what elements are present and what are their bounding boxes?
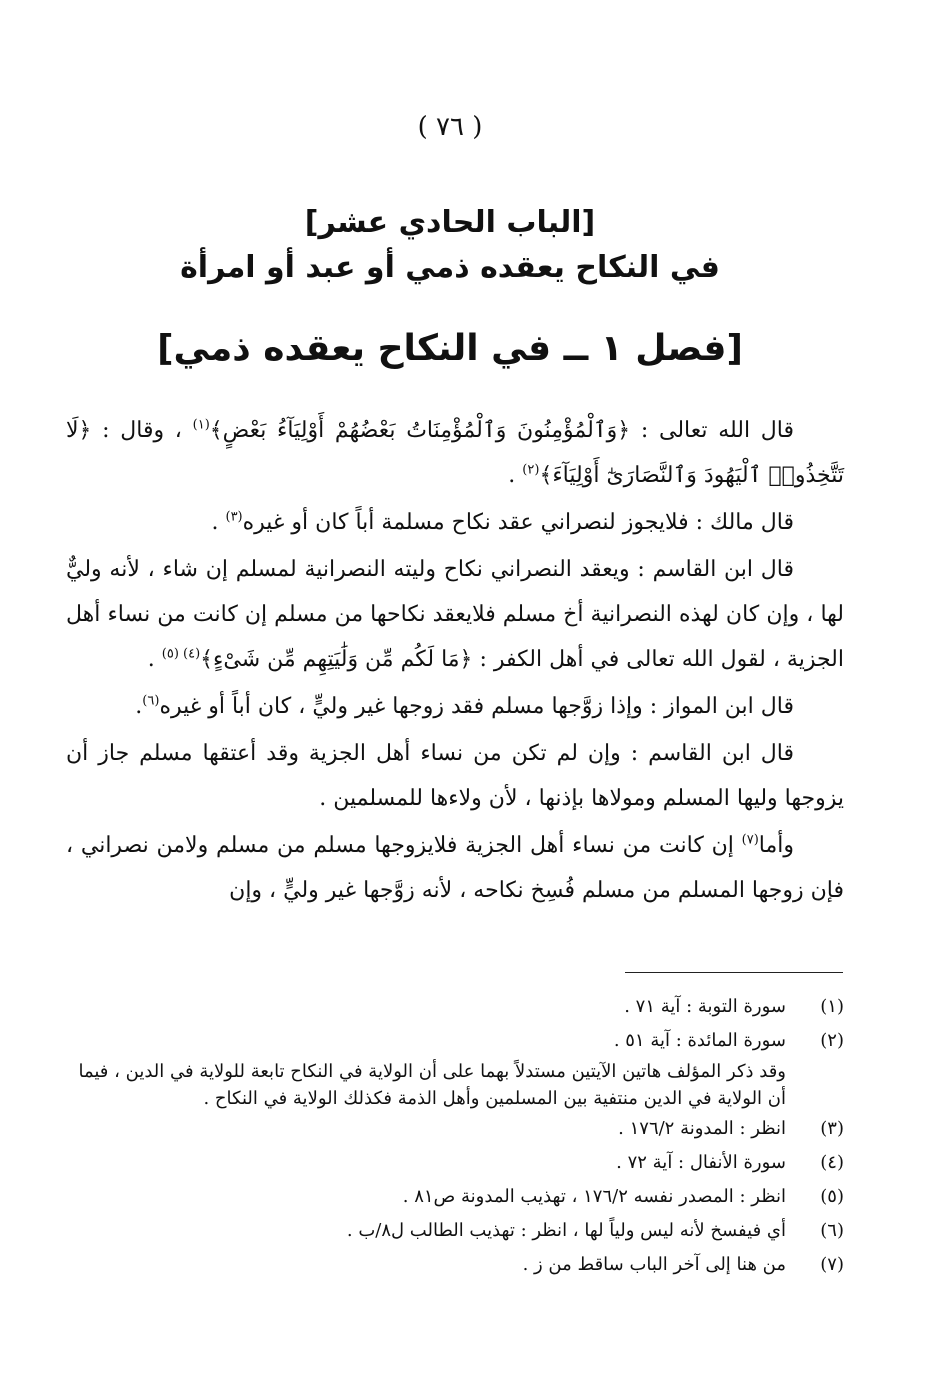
footnotes xyxy=(60,990,844,1282)
footnote-text: انظر : المصدر نفسه ١٧٦/٢ ، تهذيب المدونة ص٨١ . xyxy=(402,1186,786,1207)
paragraph xyxy=(66,500,844,545)
paragraph-text: قال مالك : فلايجوز لنصراني عقد نكاح مسلمة أباً كان أو غيره xyxy=(242,510,794,535)
section-heading: [فصل ١ ــ في النكاح يعقده ذمي] xyxy=(157,328,743,369)
paragraph-text: . xyxy=(147,647,162,672)
footnote-text: سورة الأنفال : آية ٧٢ . xyxy=(616,1152,786,1173)
footnote xyxy=(60,1248,844,1282)
footnote-ref: (١) xyxy=(192,417,210,433)
footnote-ref: (٣) xyxy=(225,509,243,525)
footnote-number: (٤) xyxy=(820,1152,844,1173)
chapter-title: [الباب الحادي عشر] xyxy=(304,205,596,240)
paragraph xyxy=(66,408,844,498)
footnote xyxy=(60,990,844,1024)
footnote-text: سورة التوبة : آية ٧١ . xyxy=(624,996,786,1017)
footnote-text: أي فيفسخ لأنه ليس ولياً لها ، انظر : تهذيب الطالب ل٨/ب . xyxy=(346,1220,786,1241)
paragraph-text: إن كانت من نساء أهل الجزية فلايزوجها مسلم من مسلم ولامن نصراني ، فإن زوجها المسلم من مسلم فُسِخ نكاحه ، لأنه زوَّجها غير وليٍّ ، وإن xyxy=(66,833,844,903)
footnote-text: من هنا إلى آخر الباب ساقط من ز . xyxy=(522,1254,786,1275)
paragraph-text: قال ابن القاسم : ويعقد النصراني نكاح وليته النصرانية لمسلم إن شاء ، لأنه وليٌّ لها ، وإن كان لهذه النصرانية أخ مسلم فلايعقد نكاحها من مسلم إن كانت من نساء أهل الجزية ، لقول الله تعالى في أهل الكفر : ﴿مَا لَكُم مِّن وَلَٰيَتِهِم مِّن شَىْءٍ﴾ xyxy=(66,557,844,672)
paragraph-text: . xyxy=(508,463,523,488)
paragraph-text: قال الله تعالى : ﴿وَٱلْمُؤْمِنُونَ وَٱلْمُؤْمِنَاتُ بَعْضُهُمْ أَوْلِيَآءُ بَعْضٍ﴾ xyxy=(209,418,794,443)
footnote-number: (١) xyxy=(820,996,844,1017)
footnote-text: انظر : المدونة ١٧٦/٢ . xyxy=(618,1118,786,1139)
chapter-subtitle: في النكاح يعقده ذمي أو عبد أو امرأة xyxy=(180,250,720,285)
paragraph-text: ، وقال : ﴿لَا تَتَّخِذُوا۟ ٱلْيَهُودَ وَٱلنَّصَارَىٰٓ أَوْلِيَآءَ﴾ xyxy=(66,418,844,488)
paragraph xyxy=(66,731,844,821)
footnote xyxy=(60,1180,844,1214)
paragraph-text: . xyxy=(135,694,143,719)
footnote xyxy=(60,1112,844,1146)
footnote-number: (٢) xyxy=(820,1030,844,1051)
footnote-divider xyxy=(625,972,843,973)
footnote-number: (٣) xyxy=(820,1118,844,1139)
paragraph xyxy=(66,547,844,682)
footnote-number: (٦) xyxy=(820,1220,844,1241)
footnote-ref: (٤) (٥) xyxy=(161,646,201,662)
footnote-ref: (٦) xyxy=(142,693,160,709)
footnote-number: (٧) xyxy=(820,1254,844,1275)
footnote-number: (٥) xyxy=(820,1186,844,1207)
footnote-ref: (٢) xyxy=(522,462,540,478)
footnote-text: سورة المائدة : آية ٥١ . xyxy=(613,1030,786,1051)
paragraph-text: وأما xyxy=(758,833,794,858)
paragraph-text: قال ابن المواز : وإذا زوَّجها مسلم فقد زوجها غير وليٍّ ، كان أباً أو غيره xyxy=(159,694,794,719)
footnote xyxy=(60,1146,844,1180)
footnote-ref: (٧) xyxy=(741,832,759,848)
paragraph xyxy=(66,684,844,729)
paragraph xyxy=(66,823,844,913)
footnote xyxy=(60,1024,844,1058)
paragraph-text: . xyxy=(211,510,226,535)
footnote-continuation: وقد ذكر المؤلف هاتين الآيتين مستدلاً بهما على أن الولاية في النكاح تابعة للولاية في الدين ، فيما أن الولاية في الدين منتفية بين المسلمين وأهل الذمة فكذلك الولاية في النكاح . xyxy=(78,1061,786,1109)
body-text xyxy=(66,408,844,915)
paragraph-text: قال ابن القاسم : وإن لم تكن من نساء أهل الجزية وقد أعتقها مسلم جاز أن يزوجها وليها المسلم ومولاها بإذنها ، لأن ولاءها للمسلمين . xyxy=(66,741,844,811)
page-number: ( ٧٦ ) xyxy=(417,112,483,142)
footnote xyxy=(60,1214,844,1248)
